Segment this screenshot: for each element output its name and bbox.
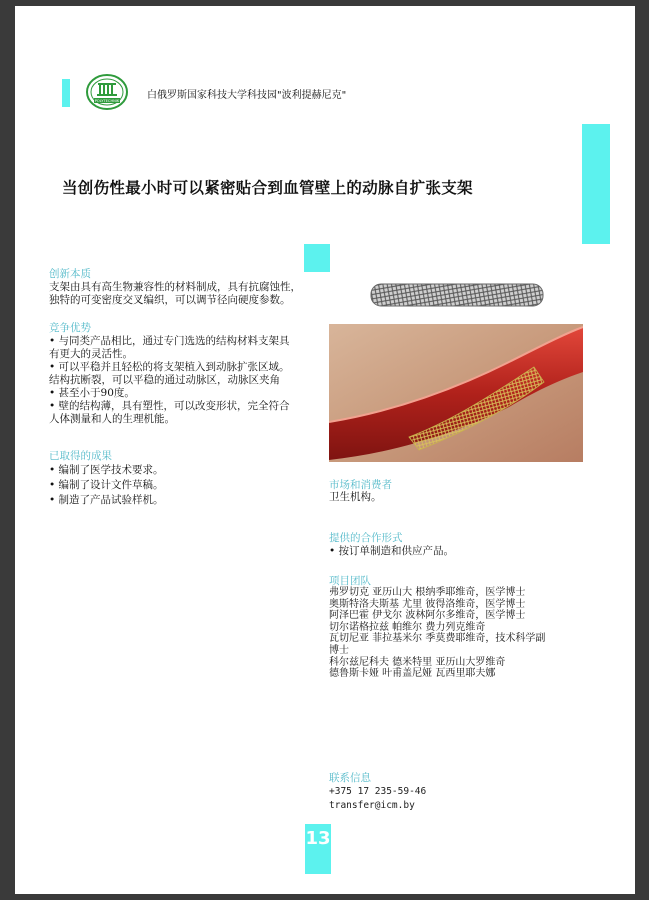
team-member: 奥斯特洛夫斯基 尤里 彼得洛维奇，医学博士 xyxy=(329,598,526,610)
logo-text: POLYTECHNIK xyxy=(94,99,120,103)
market-text: 卫生机构。 xyxy=(329,491,382,503)
right-accent-block xyxy=(582,124,610,244)
team-member: 德鲁斯卡娅 叶甫盖尼娅 瓦西里耶夫娜 xyxy=(329,668,496,680)
innovation-line: 独特的可变密度交叉编织，可以调节径向硬度参数。 xyxy=(49,294,291,306)
page-title: 当创伤性最小时可以紧密贴合到血管壁上的动脉自扩张支架 xyxy=(62,179,473,197)
advantages-text xyxy=(49,335,319,426)
page-number: 13 xyxy=(305,824,331,874)
university-logo xyxy=(86,74,128,110)
team-heading: 项目团队 xyxy=(329,575,371,587)
contact-email[interactable]: transfer@icm.by xyxy=(329,800,415,811)
innovation-line: 支架由具有高生物兼容性的材料制成，具有抗腐蚀性， xyxy=(49,281,301,293)
innovation-heading: 创新本质 xyxy=(49,268,91,280)
advantages-line: • 与同类产品相比，通过专门选选的结构材料支架具 xyxy=(49,335,290,347)
stent-photo xyxy=(329,272,583,462)
results-heading: 已取得的成果 xyxy=(49,450,112,462)
cooperation-heading: 提供的合作形式 xyxy=(329,532,403,544)
header-accent-bar xyxy=(62,79,70,107)
results-list xyxy=(49,463,319,508)
stent-mesh-image xyxy=(371,284,543,306)
results-item: • 编制了设计文件草稿。 xyxy=(49,479,164,491)
advantages-heading: 竞争优势 xyxy=(49,322,91,334)
contact-heading: 联系信息 xyxy=(329,772,371,784)
advantages-line: 有更大的灵活性。 xyxy=(49,348,133,360)
header-organization: 白俄罗斯国家科技大学科技园"波利提赫尼克" xyxy=(147,90,347,101)
team-member: 弗罗切克 亚历山大 根纳季耶维奇，医学博士 xyxy=(329,587,526,598)
advantages-line: • 可以平稳并且轻松的将支架植入到动脉扩张区域。 xyxy=(49,361,290,373)
team-member: 切尔诺格拉兹 帕维尔 费力列克维奇 xyxy=(329,621,486,633)
results-item: • 编制了医学技术要求。 xyxy=(49,464,164,476)
photo-accent-block xyxy=(304,244,330,272)
cooperation-text: • 按订单制造和供应产品。 xyxy=(329,545,455,557)
contact-phone: +375 17 235-59-46 xyxy=(329,786,427,797)
team-list xyxy=(329,587,589,680)
team-member: 瓦切尼亚 菲拉基米尔 季莫费耶维奇，技术科学副 xyxy=(329,633,546,645)
team-member: 博士 xyxy=(329,644,349,656)
advantages-line: • 甚至小于90度。 xyxy=(49,387,135,399)
results-item: • 制造了产品试验样机。 xyxy=(49,494,164,506)
advantages-line: 结构抗断裂，可以平稳的通过动脉区，动脉区夹角 xyxy=(49,374,280,386)
team-member: 阿泽巴霍 伊戈尔 波林阿尔多维奇，医学博士 xyxy=(329,610,526,622)
team-member: 科尔兹尼科夫 德米特里 亚历山大罗维奇 xyxy=(329,656,506,668)
market-heading: 市场和消费者 xyxy=(329,479,392,491)
advantages-line: • 壁的结构薄，具有塑性，可以改变形状，完全符合 xyxy=(49,400,290,412)
advantages-line: 人体测量和人的生理机能。 xyxy=(49,413,175,425)
innovation-text xyxy=(49,281,319,307)
